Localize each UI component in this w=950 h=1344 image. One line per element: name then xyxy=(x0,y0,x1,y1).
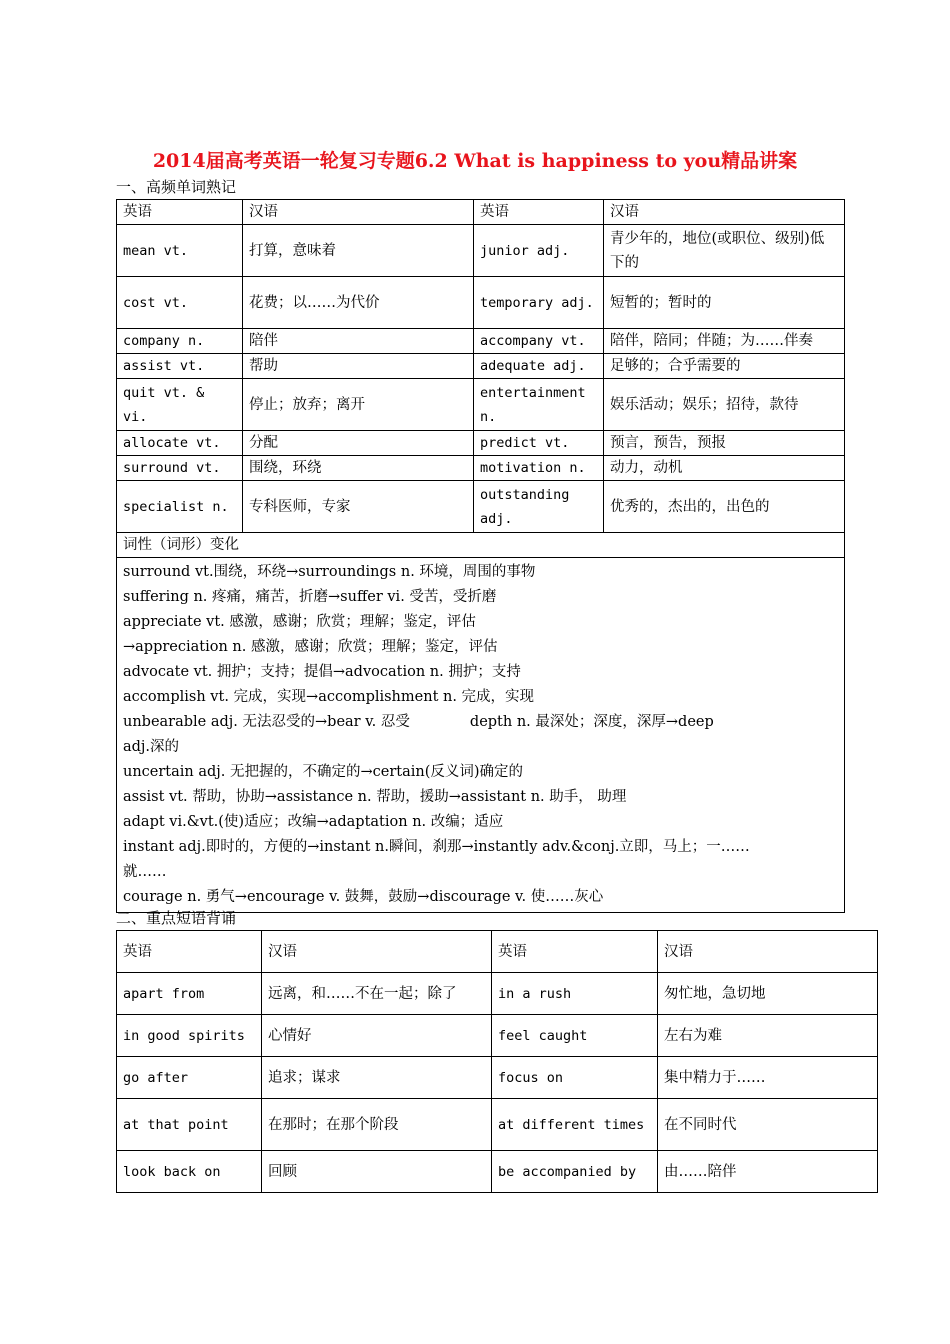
vocabulary-table xyxy=(116,199,845,913)
english-cell: be accompanied by xyxy=(492,1151,658,1193)
chinese-cell: 打算，意味着 xyxy=(243,225,474,277)
english-cell: company n. xyxy=(117,329,243,354)
english-cell: accompany vt. xyxy=(474,329,604,354)
table-row xyxy=(117,379,845,431)
chinese-cell: 在那时；在那个阶段 xyxy=(262,1099,492,1151)
english-cell: cost vt. xyxy=(117,277,243,329)
english-cell: look back on xyxy=(117,1151,262,1193)
chinese-cell: 匆忙地，急切地 xyxy=(658,973,878,1015)
header-cell: 汉语 xyxy=(243,200,474,225)
table-row xyxy=(117,277,845,329)
forms-line: suffering n. 疼痛，痛苦，折磨→suffer vi. 受苦，受折磨 xyxy=(123,589,497,605)
english-cell: mean vt. xyxy=(117,225,243,277)
english-cell: temporary adj. xyxy=(474,277,604,329)
english-cell: at different times xyxy=(492,1099,658,1151)
table-header-row xyxy=(117,931,878,973)
forms-line: surround vt.围绕，环绕→surroundings n. 环境，周围的事物 xyxy=(123,564,536,580)
chinese-cell: 追求；谋求 xyxy=(262,1057,492,1099)
english-cell: focus on xyxy=(492,1057,658,1099)
chinese-cell: 足够的；合乎需要的 xyxy=(604,354,845,379)
forms-row xyxy=(117,558,845,913)
table-row xyxy=(117,1099,878,1151)
chinese-cell: 集中精力于…… xyxy=(658,1057,878,1099)
chinese-cell: 围绕，环绕 xyxy=(243,456,474,481)
table-row xyxy=(117,456,845,481)
table-row xyxy=(117,1057,878,1099)
english-cell: adequate adj. xyxy=(474,354,604,379)
english-cell: specialist n. xyxy=(117,481,243,533)
chinese-cell: 预言，预告，预报 xyxy=(604,431,845,456)
forms-line xyxy=(123,710,838,735)
forms-heading: 词性（词形）变化 xyxy=(117,533,845,558)
english-cell: assist vt. xyxy=(117,354,243,379)
forms-cell xyxy=(117,558,845,913)
chinese-cell: 青少年的，地位(或职位、级别)低下的 xyxy=(604,225,845,277)
forms-line: advocate vt. 拥护；支持；提倡→advocation n. 拥护；支持 xyxy=(123,664,521,680)
forms-line: assist vt. 帮助，协助→assistance n. 帮助，援助→assistant n. 助手， 助理 xyxy=(123,789,627,805)
table-row xyxy=(117,973,878,1015)
forms-segment: unbearable adj. 无法忍受的→bear v. 忍受 xyxy=(123,714,410,730)
forms-line: adapt vi.&vt.(使)适应；改编→adaptation n. 改编；适应 xyxy=(123,814,504,830)
table-row xyxy=(117,225,845,277)
english-cell: in good spirits xyxy=(117,1015,262,1057)
forms-segment: depth n. 最深处；深度，深厚→deep xyxy=(469,714,714,730)
table-row xyxy=(117,1015,878,1057)
chinese-cell: 短暂的；暂时的 xyxy=(604,277,845,329)
english-cell: feel caught xyxy=(492,1015,658,1057)
table-row xyxy=(117,1151,878,1193)
header-cell: 英语 xyxy=(117,200,243,225)
chinese-cell: 陪伴 xyxy=(243,329,474,354)
chinese-cell: 由……陪伴 xyxy=(658,1151,878,1193)
english-cell: allocate vt. xyxy=(117,431,243,456)
table-row xyxy=(117,329,845,354)
english-cell: quit vt. & vi. xyxy=(117,379,243,431)
phrases-table xyxy=(116,930,878,1193)
chinese-cell: 帮助 xyxy=(243,354,474,379)
chinese-cell: 陪伴，陪同；伴随；为……伴奏 xyxy=(604,329,845,354)
forms-line: instant adj.即时的，方便的→instant n.瞬间，刹那→instantly adv.&conj.立即，马上；一…… xyxy=(123,839,750,855)
forms-line: →appreciation n. 感激，感谢；欣赏；理解；鉴定，评估 xyxy=(123,639,498,655)
table-header-row xyxy=(117,200,845,225)
chinese-cell: 动力，动机 xyxy=(604,456,845,481)
table-row xyxy=(117,431,845,456)
chinese-cell: 专科医师，专家 xyxy=(243,481,474,533)
chinese-cell: 分配 xyxy=(243,431,474,456)
forms-line: accomplish vt. 完成，实现→accomplishment n. 完成，实现 xyxy=(123,689,535,705)
english-cell: go after xyxy=(117,1057,262,1099)
english-cell: predict vt. xyxy=(474,431,604,456)
header-cell: 英语 xyxy=(492,931,658,973)
english-cell: in a rush xyxy=(492,973,658,1015)
forms-line: appreciate vt. 感激，感谢；欣赏；理解；鉴定，评估 xyxy=(123,614,476,630)
header-cell: 汉语 xyxy=(604,200,845,225)
header-cell: 英语 xyxy=(117,931,262,973)
table-row xyxy=(117,354,845,379)
table-row xyxy=(117,481,845,533)
forms-line: uncertain adj. 无把握的，不确定的→certain(反义词)确定的 xyxy=(123,764,524,780)
english-cell: surround vt. xyxy=(117,456,243,481)
chinese-cell: 优秀的，杰出的，出色的 xyxy=(604,481,845,533)
header-cell: 汉语 xyxy=(658,931,878,973)
english-cell: junior adj. xyxy=(474,225,604,277)
chinese-cell: 心情好 xyxy=(262,1015,492,1057)
english-cell: outstanding adj. xyxy=(474,481,604,533)
english-cell: motivation n. xyxy=(474,456,604,481)
page-title: 2014届高考英语一轮复习专题6.2 What is happiness to you精品讲案 xyxy=(152,150,798,172)
chinese-cell: 停止；放弃；离开 xyxy=(243,379,474,431)
chinese-cell: 娱乐活动；娱乐；招待，款待 xyxy=(604,379,845,431)
section1-heading: 一、高频单词熟记 xyxy=(116,178,237,196)
forms-line: courage n. 勇气→encourage v. 鼓舞，鼓励→discourage v. 使……灰心 xyxy=(123,889,604,905)
forms-line: 就…… xyxy=(123,864,167,880)
chinese-cell: 回顾 xyxy=(262,1151,492,1193)
forms-heading-row xyxy=(117,533,845,558)
english-cell: entertainment n. xyxy=(474,379,604,431)
forms-line: adj.深的 xyxy=(123,739,180,755)
english-cell: at that point xyxy=(117,1099,262,1151)
chinese-cell: 远离，和……不在一起；除了 xyxy=(262,973,492,1015)
chinese-cell: 在不同时代 xyxy=(658,1099,878,1151)
chinese-cell: 花费；以……为代价 xyxy=(243,277,474,329)
section2-heading: 二、重点短语背诵 xyxy=(116,909,237,927)
header-cell: 英语 xyxy=(474,200,604,225)
chinese-cell: 左右为难 xyxy=(658,1015,878,1057)
header-cell: 汉语 xyxy=(262,931,492,973)
english-cell: apart from xyxy=(117,973,262,1015)
